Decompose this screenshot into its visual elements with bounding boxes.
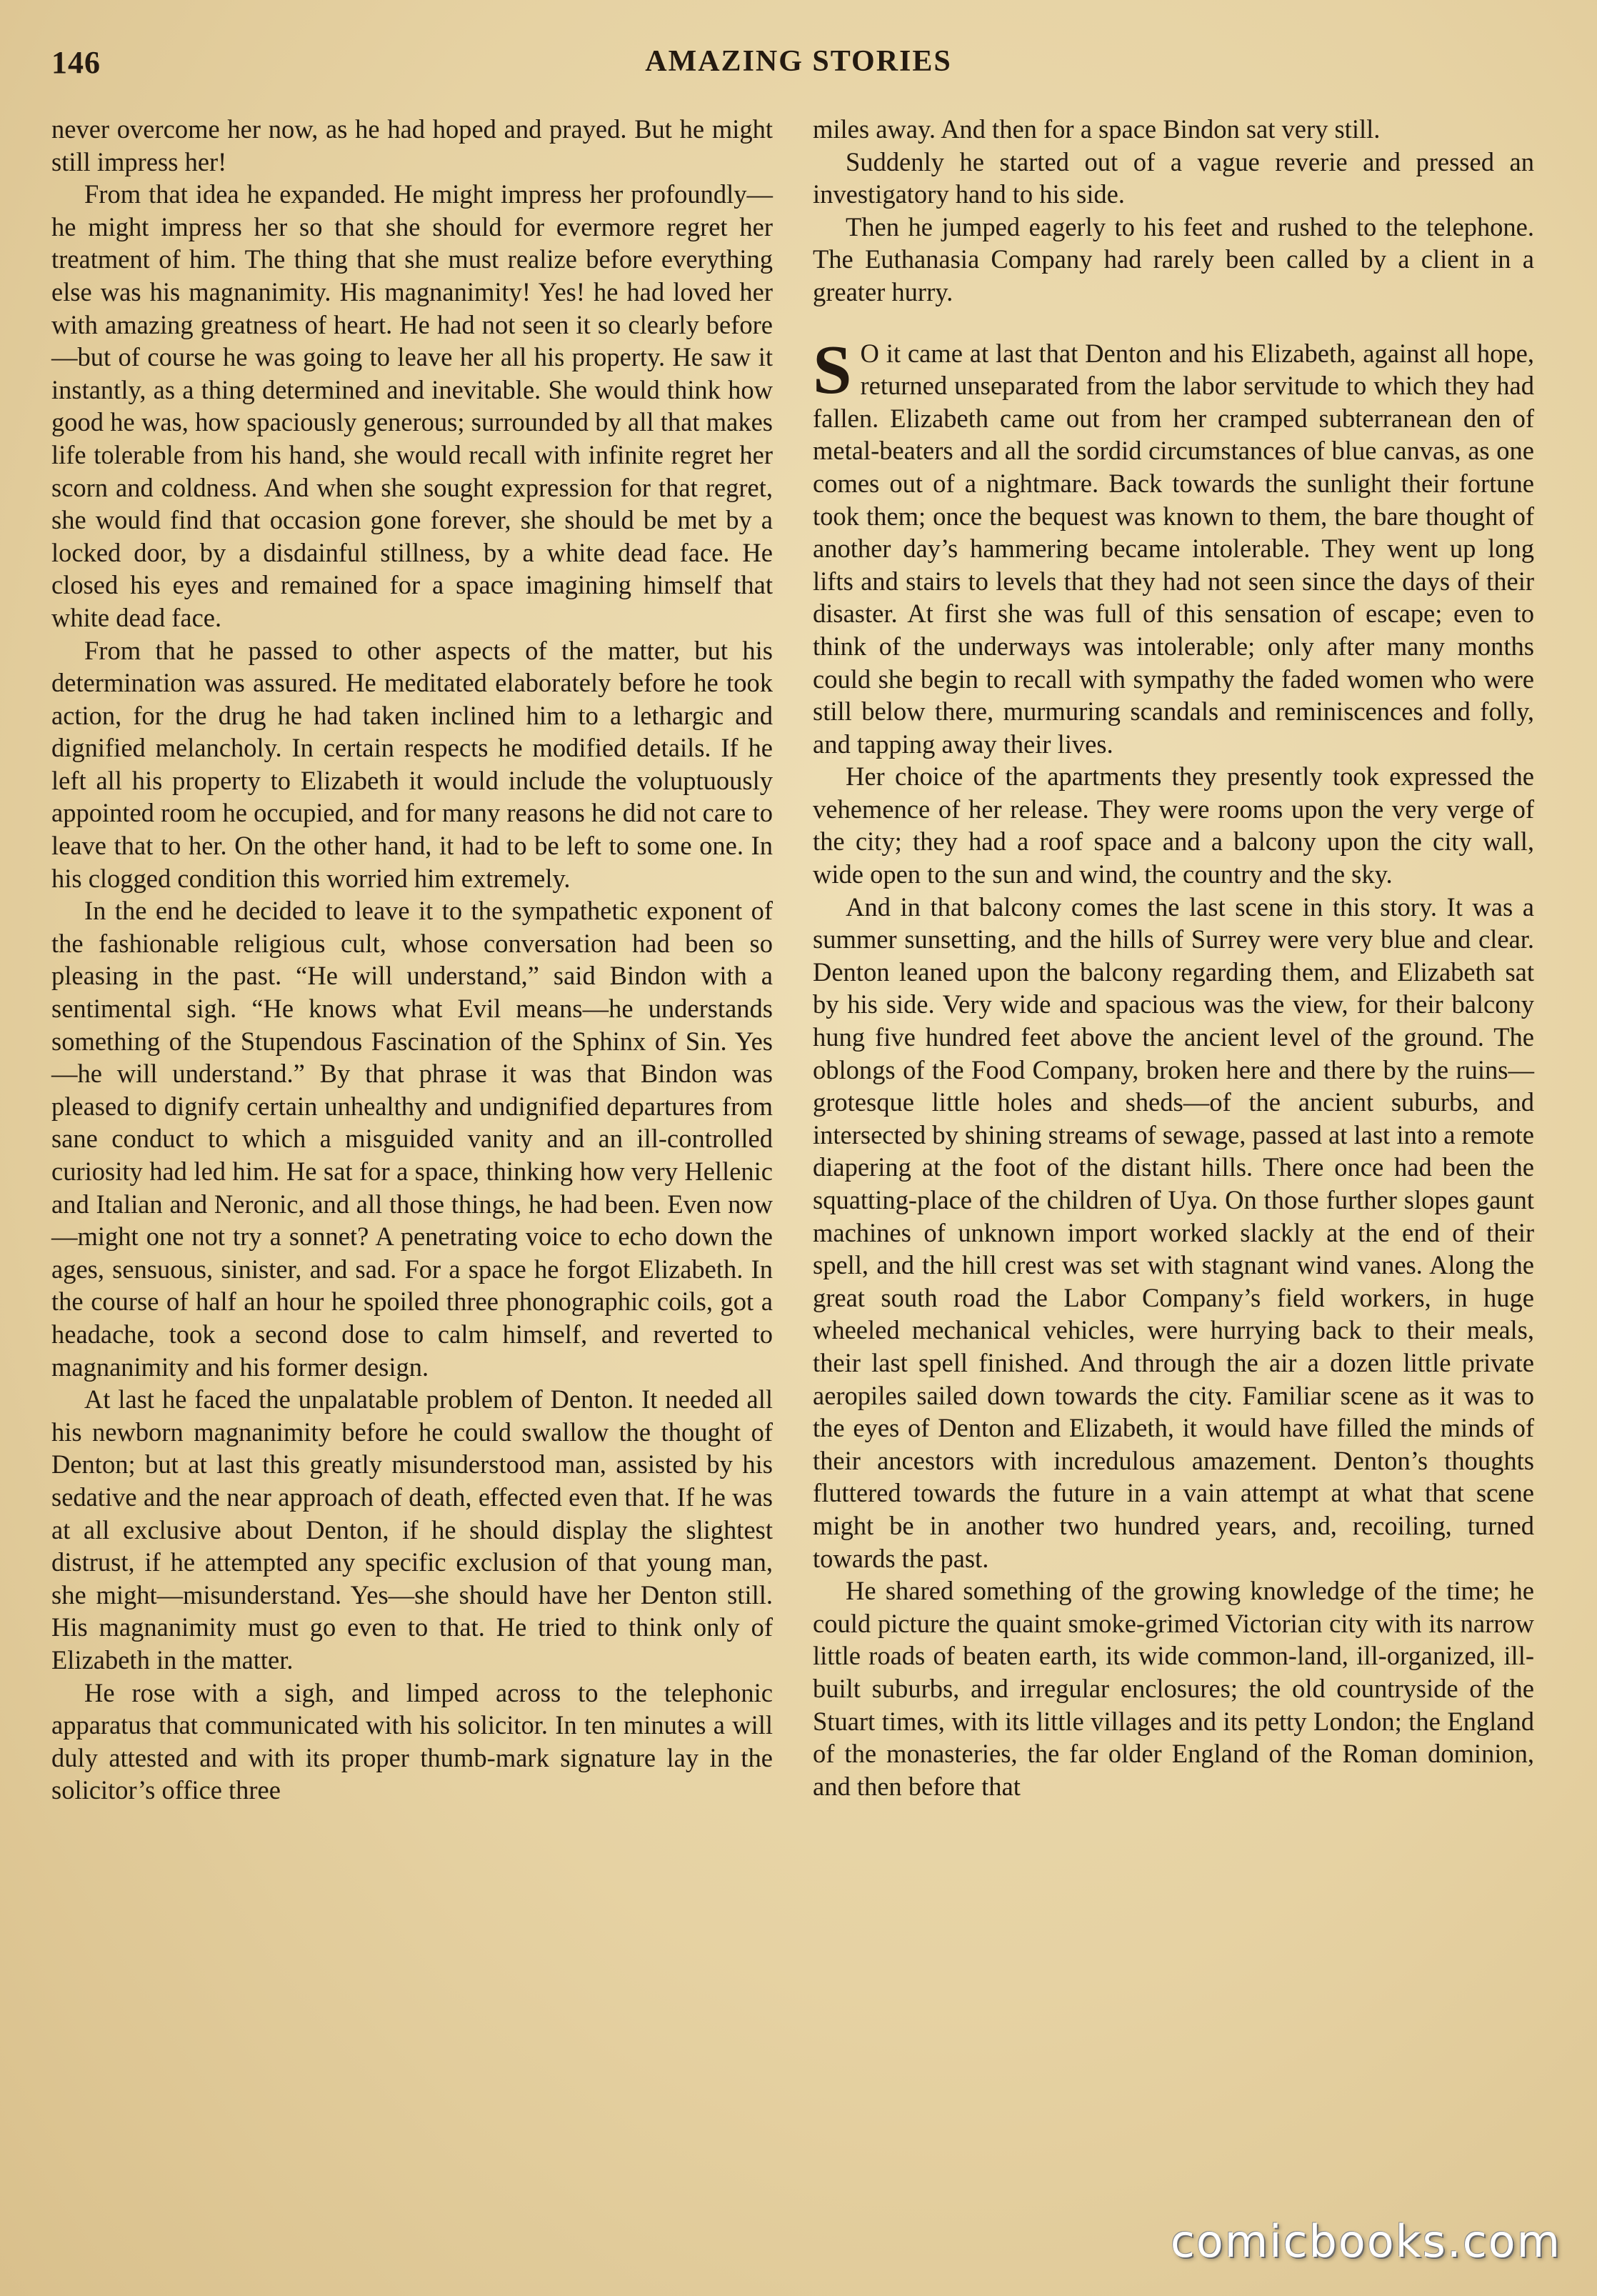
- running-head: AMAZING STORIES: [645, 45, 952, 78]
- paragraph: And in that balcony comes the last scene in this story. It was a summer sunsetting, and the hills of Surrey were very blue and clear. Denton leaned upon the balcony regarding them, and Elizabeth sat by his side. Very wide and spacious was the view, for their balcony hung five hundred feet above the ancient level of the ground. The oblongs of the Food Company, broken here and there by the ruins—grotesque little holes and sheds—of the ancient suburbs, and intersected by shining streams of sewage, passed at last into a remote diapering at the foot of the distant hills. There once had been the squatting-place of the children of Uya. On those further slopes gaunt machines of unknown import worked slackly at the end of their spell, and the hill crest was set with stagnant wind vanes. Along the great south road the Labor Company’s field workers, in huge wheeled mechanical vehicles, were hurrying back to their meals, their last spell finished. And through the air a dozen little private aeropiles sailed down towards the city. Familiar scene as it was to the eyes of Denton and Elizabeth, it would have filled the minds of their ancestors with incredulous amazement. Denton’s thoughts fluttered towards the future in a vain attempt at what that scene might be in another two hundred years, and, recoiling, turned towards the past.: [813, 892, 1534, 1573]
- paragraph: never overcome her now, as he had hoped and prayed. But he might still impress her!: [51, 114, 773, 176]
- paragraph: He rose with a sigh, and limped across to the telephonic apparatus that communicated with his solicitor. In ten minutes a will duly attested and with its proper thumb-mark signature lay in the solicitor’s office three: [51, 1677, 773, 1805]
- watermark-logo: comicbooks.com: [1170, 2215, 1561, 2267]
- left-column: [51, 113, 773, 1807]
- paragraph: Then he jumped eagerly to his feet and rushed to the telephone. The Euthanasia Company had rarely been called by a client in a greater hurry.: [813, 211, 1534, 306]
- paragraph: From that idea he expanded. He might impress her profoundly—he might impress her so that she should for evermore regret her treatment of him. The thing that she must realize before everything else was his magnanimity. His magnanimity! Yes! he had loved her with amazing greatness of heart. He had not seen it so clearly before—but of course he was going to leave her all his property. He saw it instantly, as a thing determined and inevitable. She would think how good he was, how spaciously generous; surrounded by all that makes life tolerable from his hand, she would recall with infinite regret her scorn and coldness. And when she sought expression for that regret, she would find that occasion gone forever, she should be met by a locked door, by a disdainful stillness, by a white dead face. He closed his eyes and remained for a space imagining himself that white dead face.: [51, 179, 773, 632]
- paragraph-text: O it came at last that Denton and his Elizabeth, against all hope, returned unseparated from the labor servitude to which they had fallen. Elizabeth came out from her cramped subterranean den of metal-beaters and all the sordid circumstances of blue canvas, as one comes out of a nightmare. Back towards the sunlight their fortune took them; once the bequest was known to them, the bare thought of another day’s hammering became intolerable. They went up long lifts and stairs to levels that they had not seen since the days of their disaster. At first she was full of this sensation of escape; even to think of the underways was intolerable; only after many months could she begin to recall with sympathy the faded women who were still below there, murmuring scandals and reminiscences and folly, and tapping away their lives.: [813, 338, 1534, 759]
- right-column: [813, 113, 1534, 1802]
- paragraph: miles away. And then for a space Bindon sat very still.: [813, 114, 1381, 144]
- paragraph: Her choice of the apartments they presently took expressed the vehemence of her release. They were rooms upon the very verge of the city; they had a roof space and a balcony upon the city wall, wide open to the sun and wind, the country and the sky.: [813, 762, 1534, 889]
- paragraph: From that he passed to other aspects of the matter, but his determination was assured. He meditated elaborately before he took action, for the drug he had taken inclined him to a lethargic and dignified melancholy. In certain respects he modified details. If he left all his property to Elizabeth it would include the voluptuously appointed room he occupied, and for many reasons he did not care to leave that to her. On the other hand, it had to be left to some one. In his clogged condition this worried him extremely.: [51, 635, 773, 893]
- page-number: 146: [51, 45, 101, 80]
- paragraph: Suddenly he started out of a vague reverie and pressed an investigatory hand to his side.: [813, 146, 1534, 209]
- paragraph: In the end he decided to leave it to the sympathetic exponent of the fashionable religious cult, whose conversation had been so pleasing in the past. “He will understand,” said Bindon with a sentimental sigh. “He knows what Evil means—he understands something of the Stupendous Fascination of the Sphinx of Sin. Yes—he will understand.” By that phrase it was that Bindon was pleased to dignify certain unhealthy and undignified departures from sane conduct to which a misguided vanity and an ill-controlled curiosity had led him. He sat for a space, thinking how very Hellenic and Italian and Neronic, and all those things, he had been. Even now—might one not try a sonnet? A penetrating voice to echo down the ages, sensuous, sinister, and sad. For a space he forgot Elizabeth. In the course of half an hour he spoiled three phonographic coils, got a headache, took a second dose to calm himself, and reverted to magnanimity and his former design.: [51, 896, 773, 1382]
- paragraph: At last he faced the unpalatable problem of Denton. It needed all his newborn magnanimity before he could swallow the thought of Denton; but at last this greatly misunderstood man, assisted by his sedative and the near approach of death, effected even that. If he was at all exclusive about Denton, if he should display the slightest distrust, if he attempted any specific exclusion of that young man, she might—misunderstand. Yes—she should have her Denton still. His magnanimity must go even to that. He tried to think only of Elizabeth in the matter.: [51, 1384, 773, 1674]
- paragraph: He shared something of the growing knowledge of the time; he could picture the quaint smoke-grimed Victorian city with its narrow little roads of beaten earth, its wide common-land, ill-organized, ill-built suburbs, and irregular enclosures; the old countryside of the Stuart times, with its little villages and its petty London; the England of the monasteries, the far older England of the Roman dominion, and then before that: [813, 1576, 1534, 1801]
- drop-cap: S: [813, 331, 852, 409]
- section-start-paragraph: [813, 331, 1534, 761]
